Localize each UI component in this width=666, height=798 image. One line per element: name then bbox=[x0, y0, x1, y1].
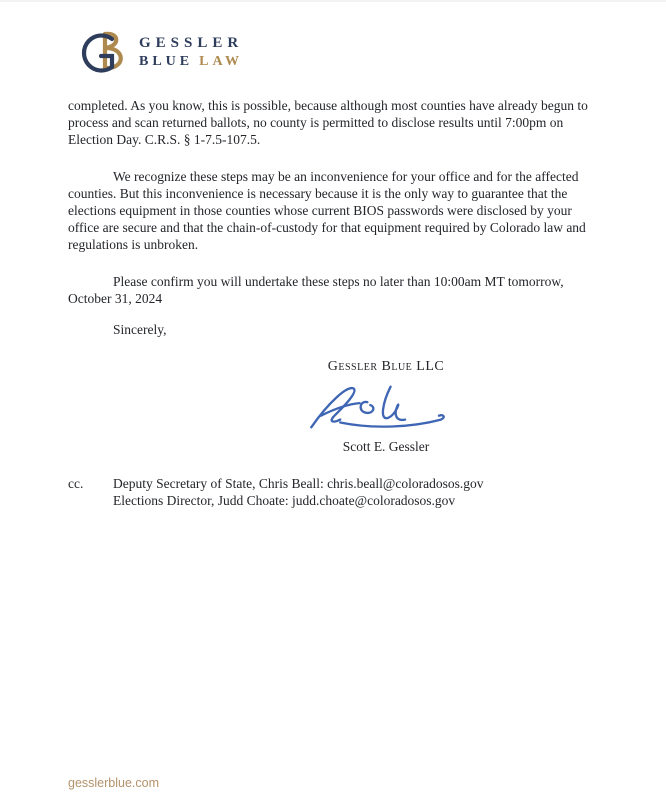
body-paragraph-3-line1: Please confirm you will undertake these steps no later than 10:00am MT tomorrow, bbox=[113, 274, 564, 289]
signature-block bbox=[310, 358, 462, 455]
cc-entry: Elections Director, Judd Choate: judd.choate@coloradosos.gov bbox=[113, 493, 456, 508]
brand-header bbox=[0, 2, 666, 75]
brand-subname bbox=[139, 53, 243, 71]
body-paragraph-2: We recognize these steps may be an inconvenience for your office and for the affected counties. But this inconvenience is necessary because it is the only way to guarantee that the elections equipment in those counties whose current BIOS passwords were disclosed by your office are secure and that the chain-of-custody for that equipment required by Colorado law and regulations is unbroken. bbox=[68, 169, 586, 252]
signatory-name: Scott E. Gessler bbox=[342, 439, 430, 454]
cc-entries bbox=[113, 475, 602, 509]
brand-wordmark bbox=[139, 32, 243, 70]
brand-subname-blue: BLUE bbox=[139, 53, 194, 69]
gessler-blue-monogram-icon bbox=[68, 27, 128, 75]
brand-subname-law: LAW bbox=[199, 53, 244, 69]
letter-body bbox=[0, 97, 666, 509]
signature-company-name: Gessler Blue LLC bbox=[327, 359, 445, 374]
body-paragraph-3 bbox=[68, 273, 602, 307]
closing-salutation: Sincerely, bbox=[113, 322, 167, 337]
cc-block bbox=[68, 475, 602, 509]
handwritten-signature-icon bbox=[304, 377, 452, 437]
cc-entry: Deputy Secretary of State, Chris Beall: chris.beall@coloradosos.gov bbox=[113, 476, 484, 491]
body-paragraph-1: completed. As you know, this is possible, because although most counties have already begun to process and scan returned ballots, no county is permitted to disclose results until 7:00pm on Election Day. C.R.S. § 1-7.5-107.5. bbox=[68, 98, 588, 147]
footer-website: gesslerblue.com bbox=[68, 776, 160, 790]
body-paragraph-3-line2: October 31, 2024 bbox=[68, 291, 163, 306]
cc-label: cc. bbox=[68, 476, 84, 491]
brand-name: GESSLER bbox=[139, 34, 244, 51]
